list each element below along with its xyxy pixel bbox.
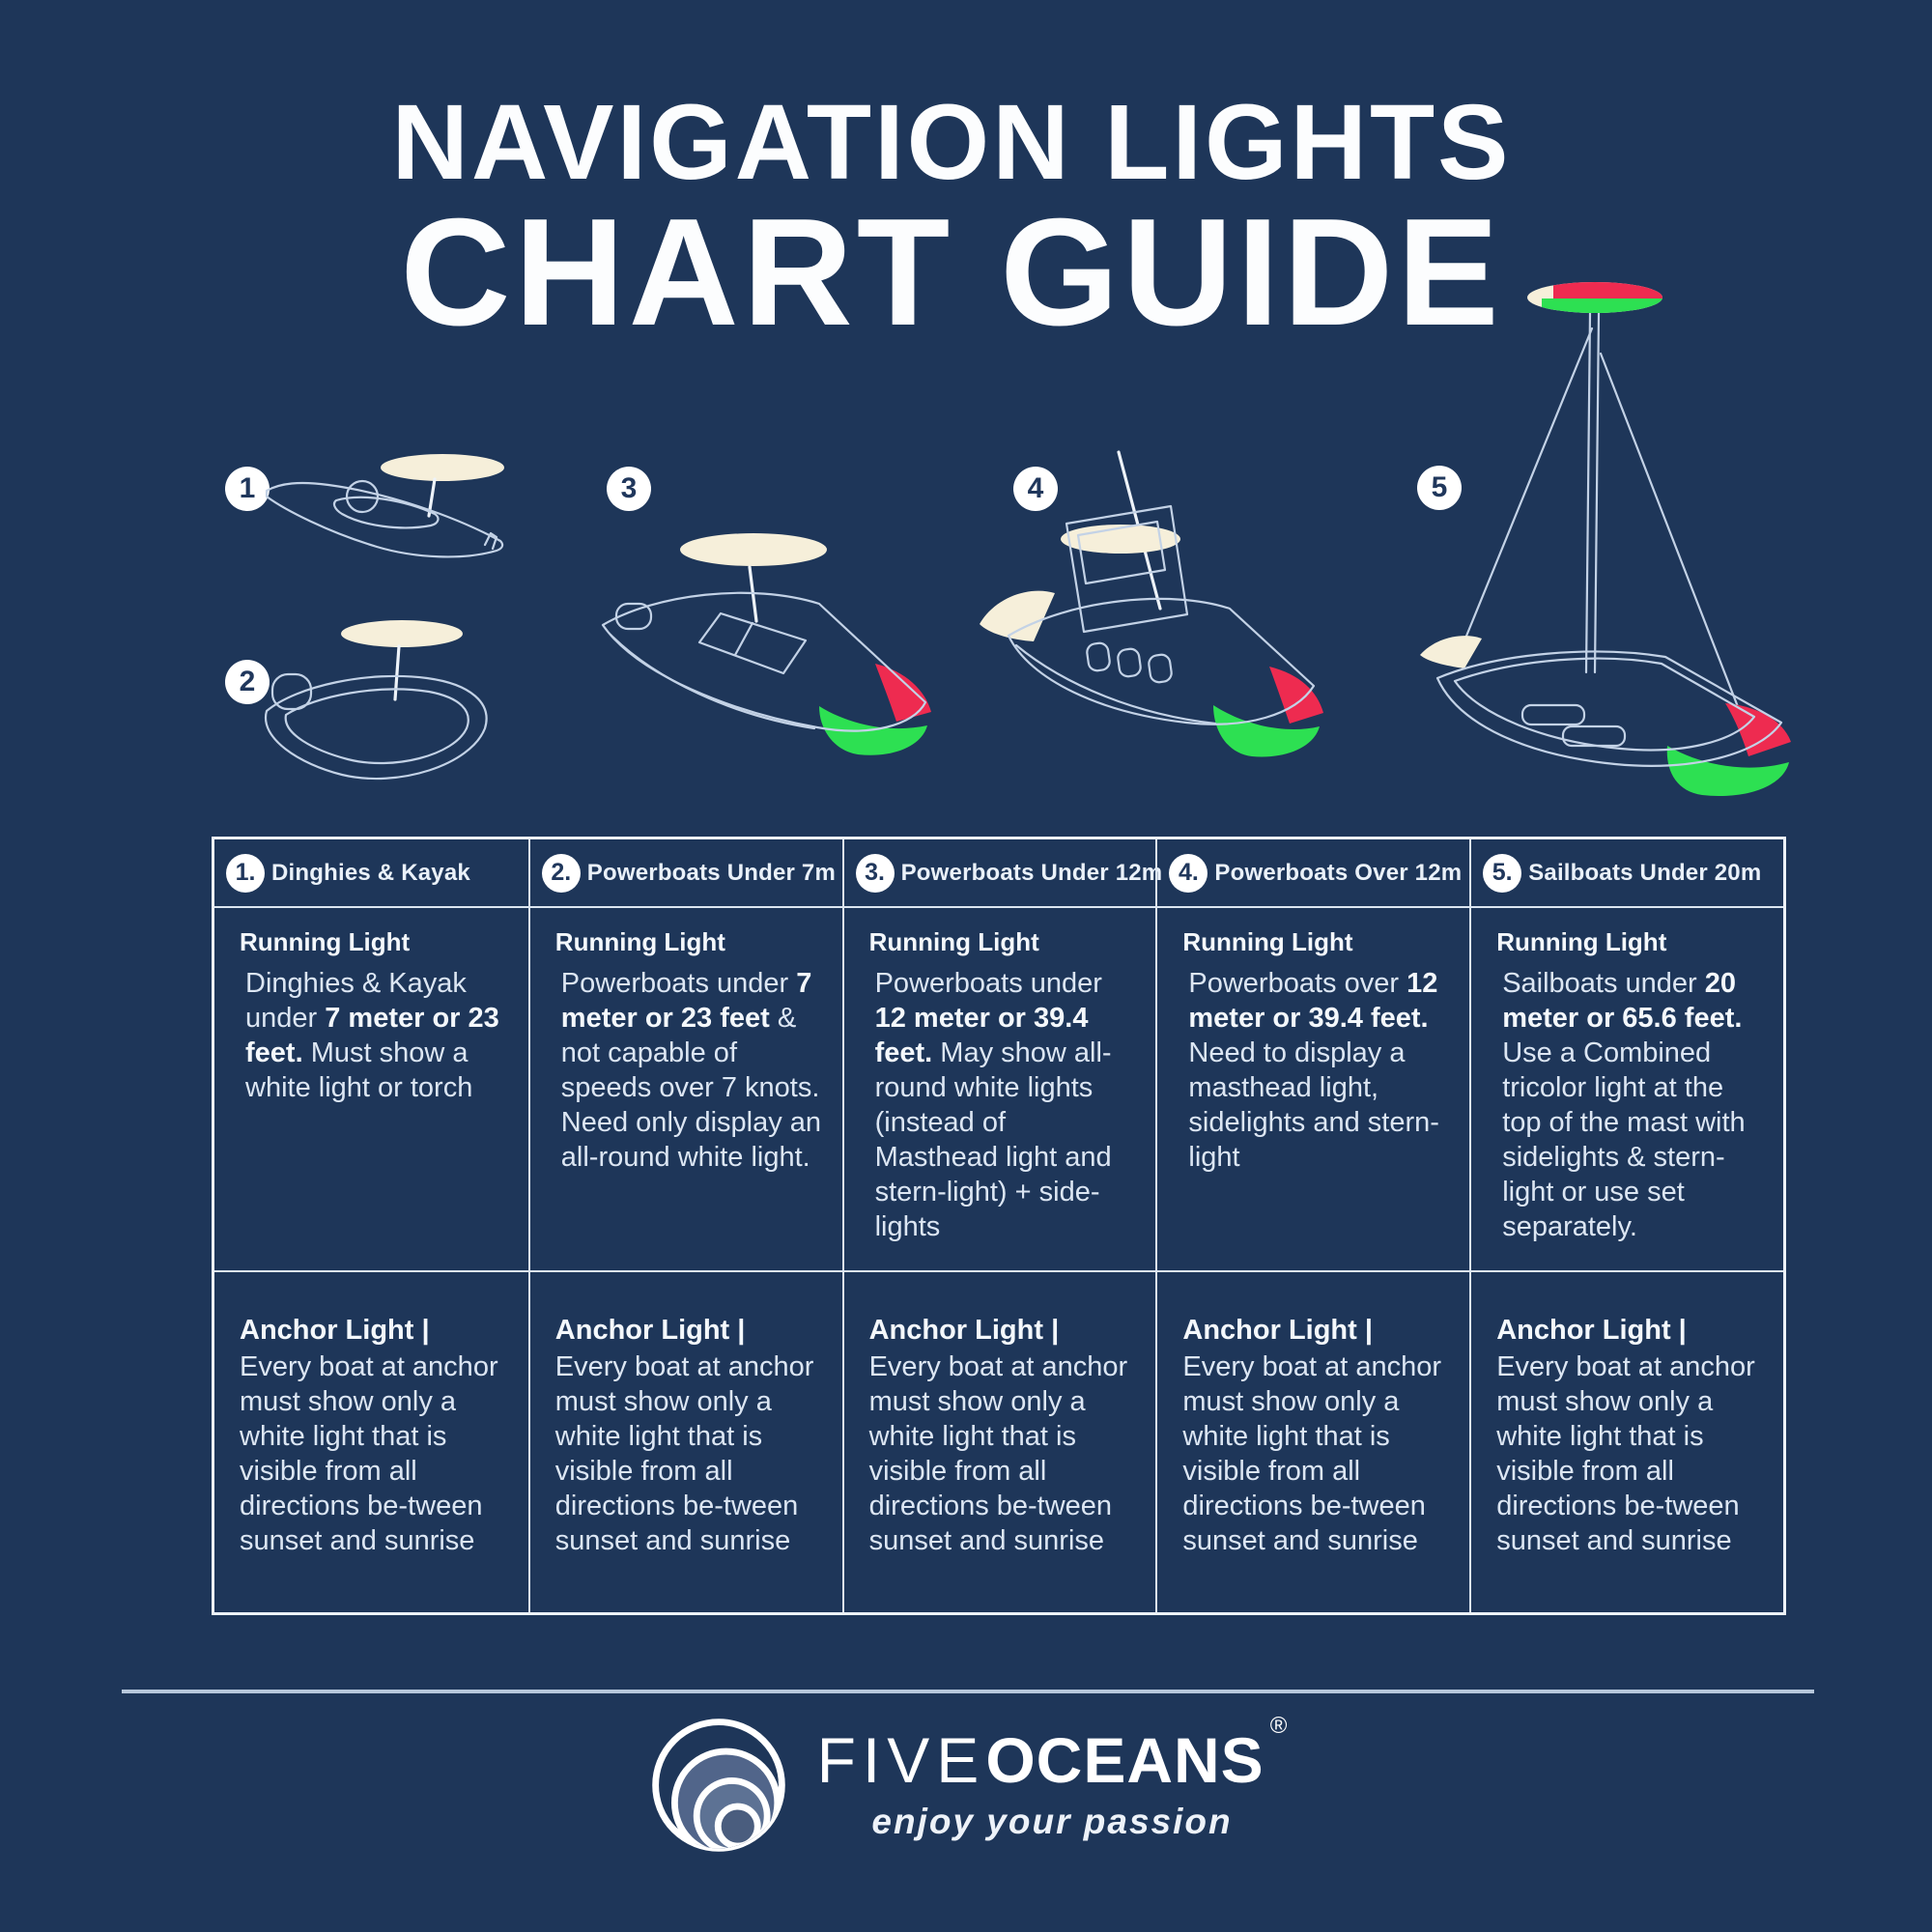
column-header	[844, 839, 1163, 908]
light-pole	[395, 646, 399, 699]
anchor-light-cell	[1157, 1272, 1469, 1612]
brand-name	[816, 1713, 1288, 1796]
table-column-dinghies	[214, 839, 528, 1612]
boat-number-badge-4: 4	[1013, 467, 1058, 511]
anchor-light-heading: Anchor Light |	[1496, 1315, 1687, 1346]
anchor-light-cell	[1471, 1272, 1783, 1612]
anchor-light-text: Every boat at anchor must show only a white light that is visible from all directions be-tween sunset and sunrise	[554, 1351, 814, 1556]
hull-window	[1117, 648, 1142, 678]
running-light-cell	[1157, 908, 1469, 1272]
brand-oceans: OCEANS	[985, 1724, 1264, 1796]
powerboat-hull	[1009, 599, 1314, 724]
running-light-heading: Running Light	[868, 927, 1039, 956]
running-light-heading: Running Light	[1496, 927, 1667, 956]
column-number-badge: 4.	[1169, 854, 1208, 893]
column-header	[1471, 839, 1783, 908]
running-light-text: Powerboats under 12 meter or 39.4 feet. May show all-round white lights (instead of Masthead light and stern-light) + side-lights	[874, 968, 1112, 1242]
table-column-sailboats-under-20m	[1469, 839, 1783, 1612]
green-sidelight	[1667, 746, 1789, 796]
anchor-light-cell	[530, 1272, 842, 1612]
boat-number-badge-2: 2	[225, 660, 270, 704]
dinghy-illustration	[253, 618, 504, 802]
cockpit-hatch	[1563, 726, 1625, 746]
kayak-cockpit	[334, 497, 438, 528]
column-header	[530, 839, 842, 908]
table-column-powerboats-over-12m	[1155, 839, 1469, 1612]
powerboat-under-12m-illustration	[587, 526, 945, 768]
deck-line	[1455, 659, 1754, 751]
stern-light	[980, 591, 1055, 641]
running-light-heading: Running Light	[240, 927, 411, 956]
running-light-text: Powerboats over 12 meter or 39.4 feet. Need to display a masthead light, sidelights and stern-light	[1188, 968, 1439, 1173]
red-sidelight	[1269, 667, 1323, 724]
anchor-light-text: Every boat at anchor must show only a white light that is visible from all directions be-tween sunset and sunrise	[868, 1351, 1128, 1556]
red-sidelight	[875, 664, 931, 722]
footer-brand	[0, 1712, 1932, 1859]
tricolor-green-sector	[1542, 298, 1664, 318]
anchor-light-heading: Anchor Light |	[868, 1315, 1060, 1346]
running-light-text: Powerboats under 7 meter or 23 feet & not capable of speeds over 7 knots. Need only display an all-round white light.	[560, 968, 822, 1173]
hull-chine-line	[1016, 645, 1215, 724]
column-title: Powerboats Over 12m	[1214, 859, 1463, 886]
table-column-powerboats-under-12m	[842, 839, 1163, 1612]
forestay	[1459, 328, 1592, 655]
column-number-badge: 1.	[226, 854, 265, 893]
anchor-light-cell	[844, 1272, 1156, 1612]
kayak-rudder	[485, 533, 497, 549]
running-light-text: Sailboats under 20 meter or 65.6 feet. Use a Combined tricolor light at the top of the mast with sidelights & stern-light or use set separately.	[1502, 968, 1746, 1242]
anchor-light-text: Every boat at anchor must show only a white light that is visible from all directions be-tween sunset and sunrise	[1182, 1351, 1441, 1556]
column-title: Powerboats Under 7m	[586, 859, 836, 886]
column-title: Dinghies & Kayak	[271, 859, 470, 886]
boat-number-badge-1: 1	[225, 467, 270, 511]
anchor-light-heading: Anchor Light |	[240, 1315, 430, 1346]
column-title: Sailboats Under 20m	[1528, 859, 1762, 886]
column-number-badge: 2.	[542, 854, 581, 893]
hull-window	[1086, 642, 1111, 672]
column-header	[1157, 839, 1469, 908]
all-round-white-light	[381, 454, 504, 481]
page-title-line2: CHART GUIDE	[400, 187, 1503, 357]
running-light-cell	[1471, 908, 1783, 1272]
kayak-hull	[267, 483, 502, 556]
anchor-light-text: Every boat at anchor must show only a white light that is visible from all directions be-tween sunset and sunrise	[1496, 1351, 1755, 1556]
cockpit-hatch	[1522, 705, 1584, 724]
running-light-text: Dinghies & Kayak under 7 meter or 23 feet. Must show a white light or torch	[245, 968, 499, 1103]
windshield-divider	[735, 623, 753, 655]
brand-five: FIVE	[816, 1724, 986, 1796]
stern-light	[1420, 636, 1482, 668]
all-round-white-light	[680, 533, 827, 566]
kayak-illustration	[261, 452, 522, 587]
running-light-cell	[530, 908, 842, 1272]
running-light-heading: Running Light	[1182, 927, 1353, 956]
five-oceans-logo-icon	[645, 1712, 792, 1859]
boat-number-badge-5: 5	[1417, 466, 1462, 510]
running-light-cell	[214, 908, 528, 1272]
footer-divider	[122, 1690, 1814, 1693]
column-title: Powerboats Under 12m	[900, 859, 1163, 886]
anchor-light-cell	[214, 1272, 528, 1612]
anchor-light-text: Every boat at anchor must show only a white light that is visible from all directions be-tween sunset and sunrise	[240, 1351, 498, 1556]
page-title-line1: NAVIGATION LIGHTS	[391, 83, 1512, 202]
brand-tagline: enjoy your passion	[871, 1802, 1233, 1841]
column-number-badge: 3.	[856, 854, 895, 893]
anchor-light-heading: Anchor Light |	[1182, 1315, 1373, 1346]
hull-window	[1148, 654, 1173, 684]
registered-mark: ®	[1269, 1713, 1288, 1739]
running-light-cell	[844, 908, 1156, 1272]
boat-number-badge-3: 3	[607, 467, 651, 511]
table-column-powerboats-under-7m	[528, 839, 842, 1612]
hull-chine-line	[611, 635, 814, 728]
column-header	[214, 839, 528, 908]
navigation-lights-table	[212, 837, 1786, 1615]
sailboat-under-20m-illustration	[1408, 269, 1804, 800]
mast	[1586, 313, 1599, 672]
tricolor-red-sector	[1553, 274, 1664, 298]
backstay	[1601, 354, 1748, 734]
anchor-light-heading: Anchor Light |	[554, 1315, 746, 1346]
dinghy-inner-floor	[286, 689, 469, 763]
red-sidelight	[1725, 703, 1791, 756]
powerboat-over-12m-illustration	[974, 442, 1360, 761]
column-number-badge: 5.	[1483, 854, 1521, 893]
brand-text-block	[816, 1713, 1288, 1842]
tricolor-masthead-light	[1527, 274, 1664, 318]
all-round-white-light	[341, 620, 463, 647]
running-light-heading: Running Light	[554, 927, 725, 956]
